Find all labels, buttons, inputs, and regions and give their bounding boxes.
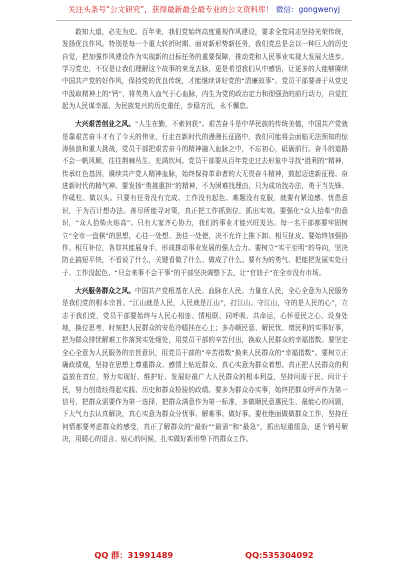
section-text-hard-work: “人生在勤，不索何获”。艰苦奋斗是中华民族的传统美德，中国共产党就是靠艰苦奋斗才有了今天的伟业，行走在新时代的漫漫长征路中，我们可能将会面临无法预知的惊涛骇浪和重大挑战，党员干部把艰苦奋斗的精神融入血脉之中，不忘初心，砥砺前行。奋斗的道路不会一帆风顺，往往荆棘丛生、充满坎坷。党员干部要从百年党史过去形象中寻找“胜利的”精神，传承红色基因，赓续共产党人精神血脉，始终保持革命者的大无畏奋斗精神，鼓起迈进新征程、奋进新时代的精气神。要发扬“勇挑重担”的精神，不为困难找理由，只为成功找办法，勇于当先锋、作砥柱、做以头。只要有任务没有完成、工作没有起色、难题没有克服，就要有紧迫感、忧患意识，干为百计想办法。善尽所能寻对策，真正把工作抓到位，抓出实效。要强化“众人拾柴”的意识，“众人拾柴火焰高”。只有大家齐心协力，我们的事业才能兴旺发达。每一名干部都要牢固树立“全市一盘棋”的思想，心往一处想、劲往一处使，决不允许上推下卸、相互扯皮。要始终加强协作、相互补位，各显其能展身手，形成推动事业发展的强大合力。要树立“实干至明”的导向，坚决防止搞短平快，不看说了什么，关键看做了什么、做成了什么。要有为的勇气、把能把发展实处日子、工作没起色、“只会来事不会干事”的干部坚决调整下去，让“官油子”在全市没有市场。 [62, 120, 348, 277]
paragraph-hard-work [62, 118, 348, 278]
paragraph-intro: 敢知大道，必先为史。百年来，我们党始终高度重视作风建设，要求全党同志坚持光荣传统，发扬优良作风。特别是每一个重大转折时期、面对新形势新任务，我们党总是会以一种巨大的历史自觉，把加强作风建设作为实现新的目标任务的重要保障，推动党和人民事业实现大发展大进步。学习党史，不仅是让我们理解这个故事的来龙去脉，更是希望我们从中感悟，让更多的人能够赓续中国共产党的好作风，保持党的优良传统，才能继续讲好党的“清廉故事”。党员干部要善于从党史中汲取精神上的“钙”，将英勇入血气于心血脉，内生为党的政治定力和彻强劲的前行动力，自觉扛起为人民谋幸福、为民族复兴的历史重任，步稳方沉，永不懈怠。 [62, 28, 348, 111]
header-divider [56, 20, 352, 21]
footer-qq-group: QQ 群：31991489 [94, 550, 174, 560]
footer [0, 550, 408, 561]
section-heading-hard-work: 大兴艰苦创业之风。 [75, 120, 135, 129]
banner-wechat-text: 微信：gongwenyj [275, 5, 340, 14]
section-heading-serve-people: 大兴服务群众之风。 [75, 286, 136, 295]
document-body [62, 26, 348, 445]
banner-lead-text: 关注头条号“公文研究”，获得最新最全最专业的公文资料库！ [68, 5, 274, 14]
top-banner [0, 5, 408, 15]
section-text-serve-people: 中国共产党根基在人民、血脉在人民、力量在人民，全心全意为人民服务是我们党的根本宗旨。“江山就是人民，人民就是江山”，打江山、守江山，守的是人民的心”，立志于我们党，党员干部要始终与人民心相连、情相联、同呼吸、共命运，心怀爱民之心、设身处地，换位思考，时刻把人民群众的安危冷暖挂在心上；多办顺民意、解民忧、增民利的实事好事，把为群众排忧解难工作落到实处细处，用党员干部的辛苦付出，换取人民群众的幸福指数。要坚定全心全意为人民服务的宗旨意识，用党员干部的“辛苦指数”换来人民群众的“幸福指数”。要树立正确政绩观，坚持在思想上尊重群众、感情上贴近群众、真心实意为群众着想。真正把人民群众的利益放在首位，努力实现好、维护好、发展好最广大人民群众的根本利益，坚持问需于民、问计于民，努力创造经得起实践、历史和群众检验的政绩。要多为群众办实事，始终把群众呼声作为第一信号，把群众需要作为第一选择，把群众满意作为第一标准，多做顺民意惠民生、最能心的问题，下大气力去认真解决，真心实意为群众分忧事、解难事、做好事。要杜绝面做做群众工作，坚持任何情都要考虑群众的感受，真正了解群众的“最盼”“最需”和“最急”，抓出轻重缓急，逐个销号解决，用暖心的语言、贴心的问候，扎实做好新形势下的群众工作。 [62, 286, 348, 443]
paragraph-serve-people [62, 285, 348, 445]
footer-qq-number: QQ:535304092 [245, 550, 314, 560]
